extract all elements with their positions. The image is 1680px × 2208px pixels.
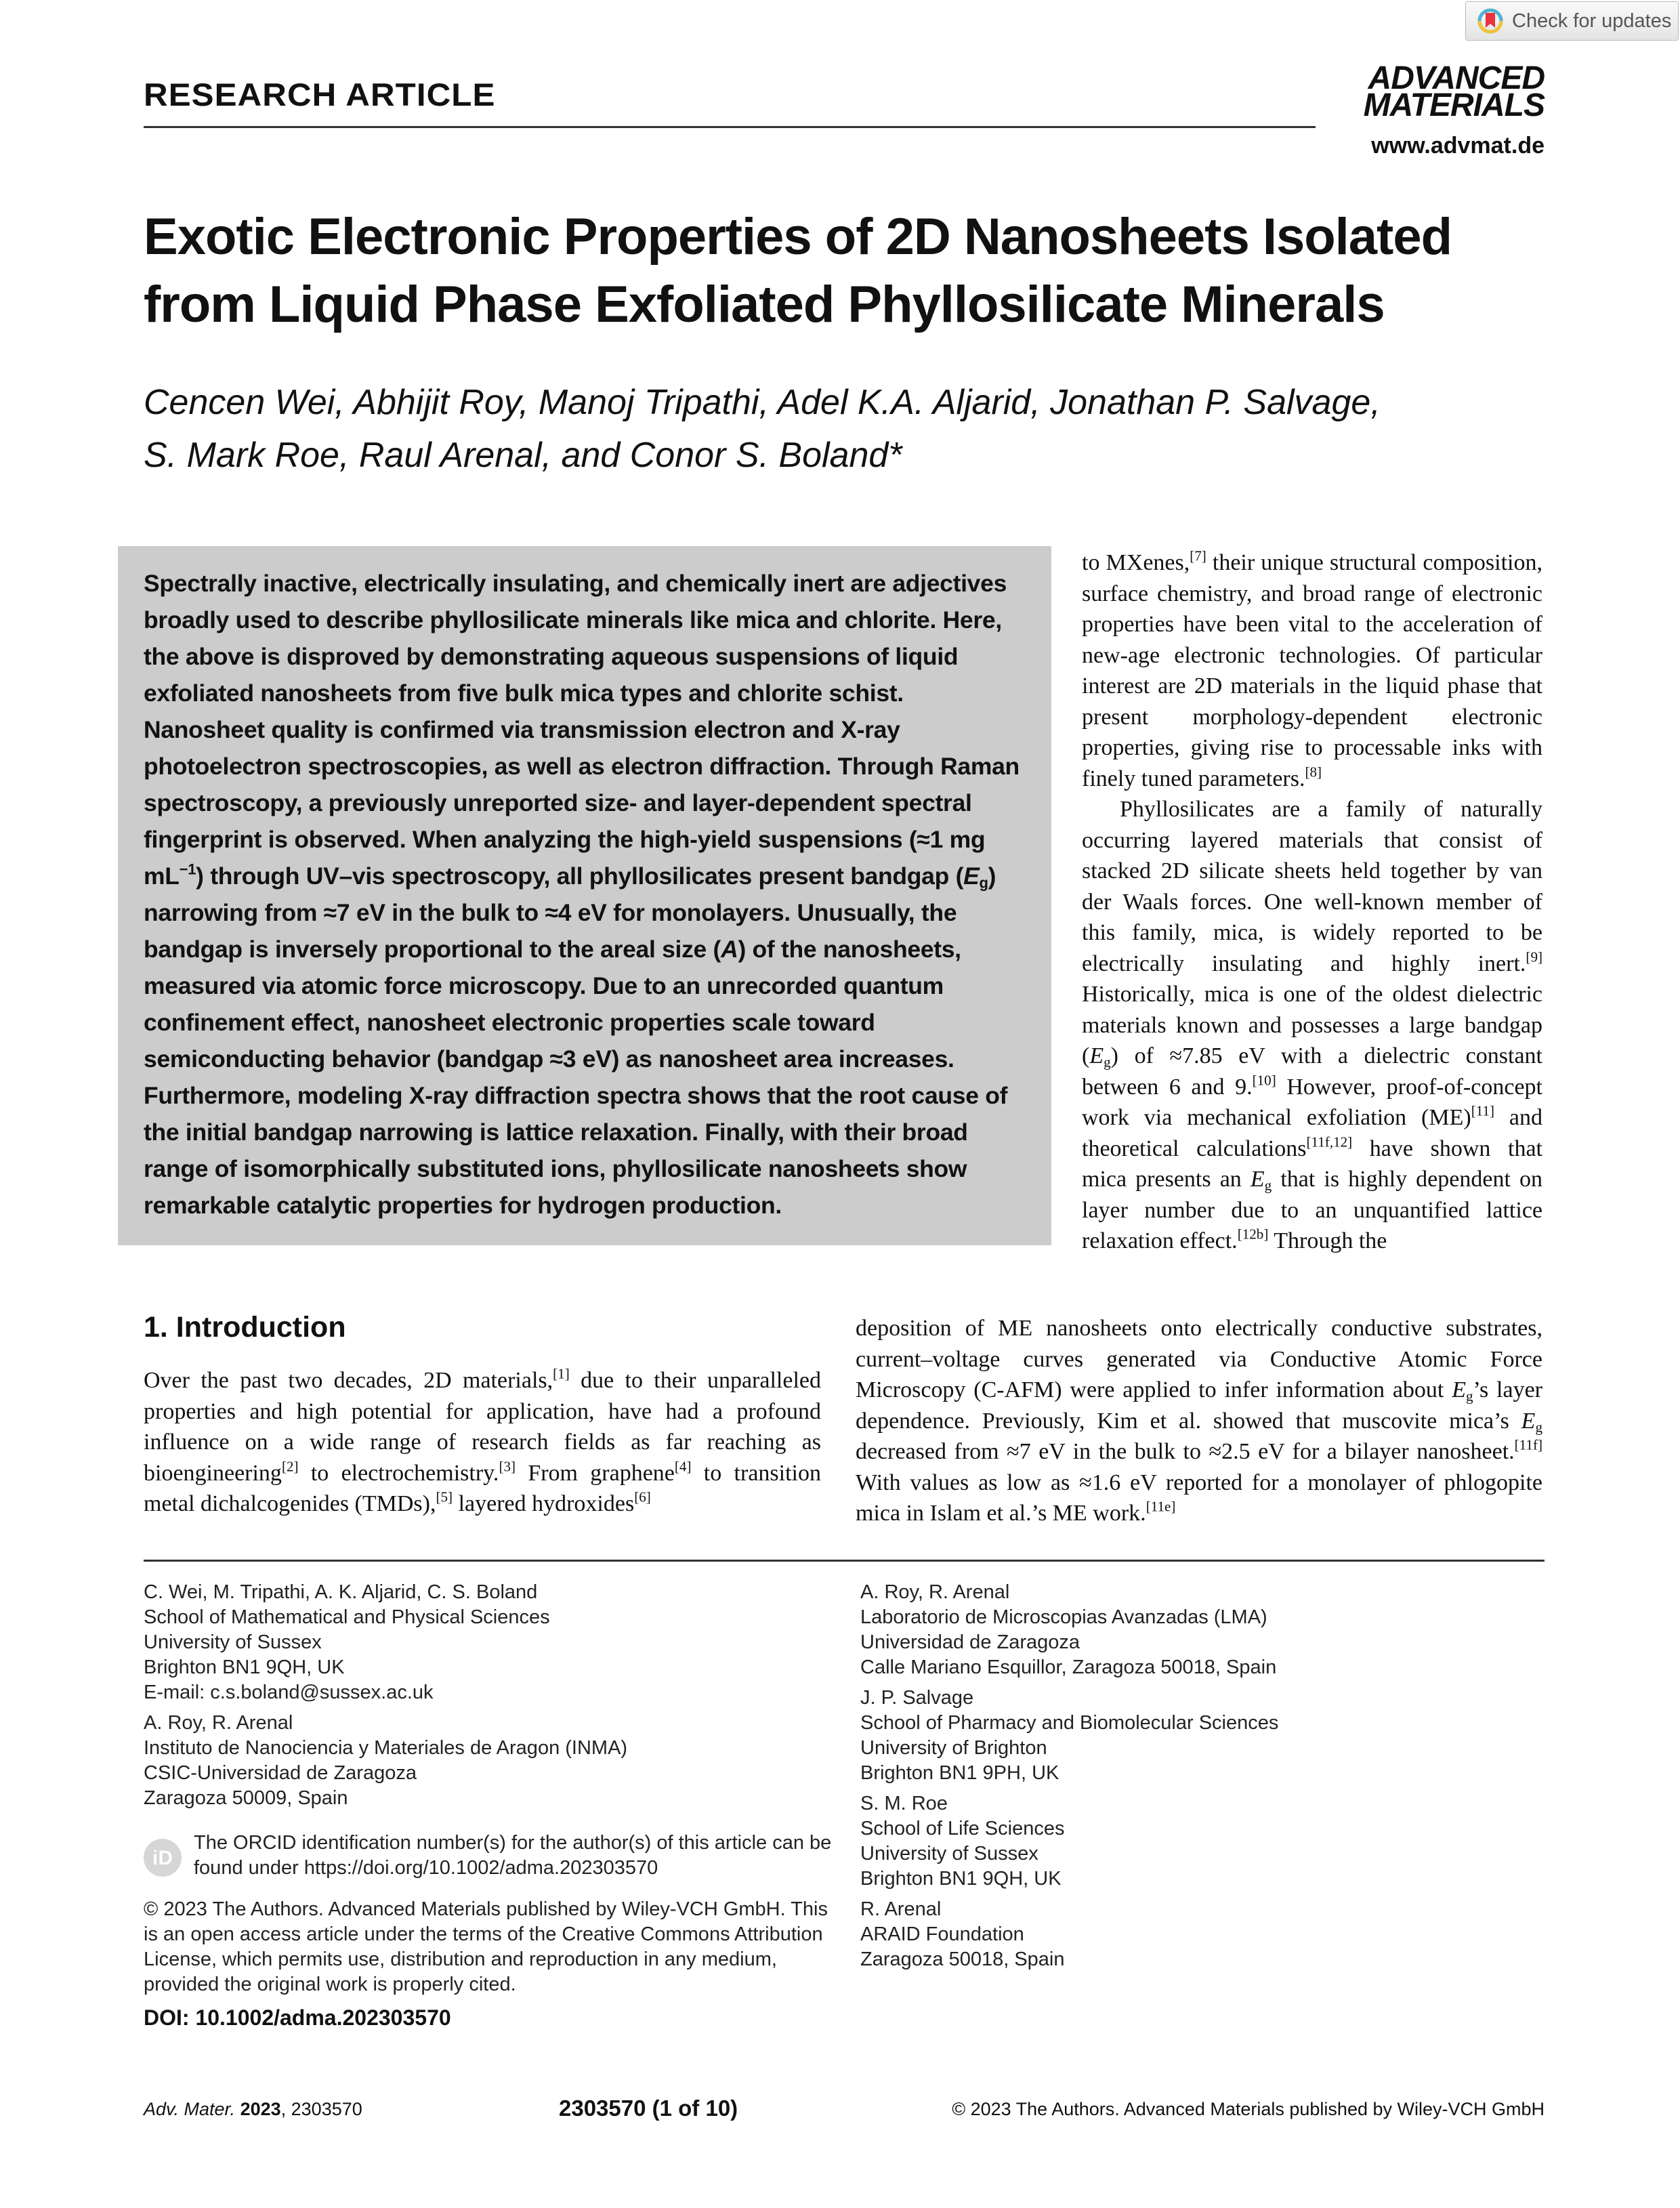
journal-logo-line1: ADVANCED: [1368, 60, 1545, 96]
check-for-updates-button[interactable]: [1465, 1, 1679, 41]
citation-link[interactable]: [7]: [1190, 547, 1206, 564]
abstract-text: Spectrally inactive, electrically insulating, and chemically inert are adjectives broadly used to describe phyllosilicate minerals like mica and chlorite. Here, the above is disproved by demonstrating aqueous suspensions of liquid exfoliated nanosheets from five bulk mica types and chlorite schist. Nanosheet quality is confirmed via transmission electron and X-ray photoelectron spectroscopies, as well as electron diffraction. Through Raman spectroscopy, a previously unreported size- and layer-dependent spectral fingerprint is observed. When analyzing the high-yield suspensions (≈1 mg $mL^{-1}$) through UV–vis spectroscopy, all phyllosilicates present bandgap $(E_g)$ narrowing from ≈7 eV in the bulk to ≈4 eV for monolayers. Unusually, the bandgap is inversely proportional to the areal size (A) of the nanosheets, measured via atomic force microscopy. Due to an unrecorded quantum confinement effect, nanosheet electronic properties scale toward semiconducting behavior (bandgap ≈3 eV) as nanosheet area increases. Furthermore, modeling X-ray diffraction spectra shows that the root cause of the initial bandgap narrowing is lattice relaxation. Finally, with their broad range of isomorphically substituted ions, phyllosilicate nanosheets show remarkable catalytic properties for hydrogen production.: [144, 570, 1020, 1219]
orcid-icon: iD: [144, 1839, 182, 1877]
introduction-text-left: Over the past two decades, 2D materials,[1] due to their unparalleled properties and high potential for application, have had a profound influence on a wide range of research fields as far reaching as bioengineering[2] to electrochemistry.[3] From graphene[4] to transition metal dichalcogenides (TMDs),[5] layered hydroxides[6]: [144, 1365, 821, 1516]
citation-link[interactable]: [11e]: [1146, 1498, 1176, 1515]
citation-link[interactable]: [11f]: [1514, 1436, 1542, 1453]
citation-link[interactable]: [1]: [553, 1365, 570, 1382]
affiliation-block: S. M. Roe School of Life Sciences University of Sussex Brighton BN1 9QH, UK: [860, 1793, 1065, 1890]
article-title: Exotic Electronic Properties of 2D Nanosheets Isolated from Liquid Phase Exfoliated Phyllosilicate Minerals: [144, 208, 1452, 333]
affiliations-left: [144, 1580, 821, 1816]
orcid-text-link[interactable]: The ORCID identification number(s) for the author(s) of this article can be found under https://doi.org/10.1002/adma.202303570: [194, 1832, 832, 1879]
footnote-divider: [144, 1560, 1545, 1562]
citation-link[interactable]: [2]: [281, 1457, 299, 1474]
check-for-updates-label: Check for updates: [1512, 9, 1672, 32]
citation-link[interactable]: [9]: [1526, 948, 1542, 965]
page-number: 2303570 (1 of 10): [559, 2096, 738, 2121]
citation-link[interactable]: [5]: [436, 1488, 453, 1505]
author-list: [144, 376, 1498, 482]
crossmark-icon: [1477, 7, 1504, 35]
citation-link[interactable]: [8]: [1305, 763, 1322, 780]
citation-footer: Adv. Mater. 2023, 2303570: [144, 2099, 362, 2119]
introduction-text-right: deposition of ME nanosheets onto electrically conductive substrates, current–voltage curves generated via Conductive Atomic Force Microscopy (C-AFM) were applied to infer information about $E_g’s$ layer dependence. Previously, Kim et al. showed that muscovite mica’s $E_g$ decreased from ≈7 eV in the bulk to ≈2.5 eV for a bilayer nanosheet.[11f] With values as low as ≈1.6 eV reported for a monolayer of phlogopite mica in Islam et al.’s ME work.[11e]: [856, 1316, 1542, 1526]
paragraph: to MXenes,[7] their unique structural composition, surface chemistry, and broad range of electronic properties have been vital to the acceleration of new-age electronic technologies. Of particular interest are 2D materials in the liquid phase that present morphology-dependent electronic properties, giving rise to processable inks with finely tuned parameters.[8]: [1082, 547, 1542, 791]
copyright-footer: © 2023 The Authors. Advanced Materials published by Wiley-VCH GmbH: [952, 2099, 1545, 2119]
citation-link[interactable]: [11]: [1471, 1102, 1495, 1119]
affiliation-block: J. P. Salvage School of Pharmacy and Biomolecular Sciences University of Brighton Brighton BN1 9PH, UK: [860, 1687, 1279, 1784]
affiliations-right: [860, 1580, 1538, 1978]
citation-link[interactable]: [4]: [674, 1457, 692, 1474]
affiliation-block: C. Wei, M. Tripathi, A. K. Aljarid, C. S. Boland School of Mathematical and Physical Sciences University of Sussex Brighton BN1 9QH, UK E-mail: c.s.boland@sussex.ac.uk: [144, 1580, 821, 1705]
citation-link[interactable]: [6]: [634, 1488, 651, 1505]
doi-link[interactable]: DOI: 10.1002/adma.202303570: [144, 2005, 451, 2030]
affiliation-block: R. Arenal ARAID Foundation Zaragoza 50018, Spain: [860, 1898, 1065, 1970]
journal-logo-line2: MATERIALS: [1363, 87, 1545, 123]
citation-link[interactable]: [12b]: [1237, 1226, 1269, 1243]
corresponding-email-link[interactable]: E-mail: c.s.boland@sussex.ac.uk: [144, 1682, 434, 1703]
section-heading-introduction: 1. Introduction: [144, 1311, 346, 1343]
affiliation-block: A. Roy, R. Arenal Laboratorio de Microscopias Avanzadas (LMA) Universidad de Zaragoza Calle Mariano Esquillor, Zaragoza 50018, Spain: [860, 1581, 1277, 1678]
citation-link[interactable]: [3]: [499, 1457, 516, 1474]
citation-link[interactable]: [10]: [1252, 1071, 1276, 1088]
orcid-note: [144, 1831, 835, 1881]
affiliation-block: A. Roy, R. Arenal Instituto de Nanociencia y Materiales de Aragon (INMA) CSIC-Universidad de Zaragoza Zaragoza 50009, Spain: [144, 1712, 628, 1809]
article-type-label: RESEARCH ARTICLE: [144, 77, 496, 112]
citation-link[interactable]: [11f,12]: [1306, 1133, 1353, 1150]
journal-logo: [1314, 60, 1545, 123]
body-text-right-column: [1082, 547, 1542, 1257]
license-note: © 2023 The Authors. Advanced Materials published by Wiley-VCH GmbH. This is an open access article under the terms of the Creative Commons Attribution License, which permits use, distribution and reproduction in any medium, provided the original work is properly cited.: [144, 1898, 828, 1995]
header-divider: [144, 126, 1316, 128]
paragraph: Phyllosilicates are a family of naturally occurring layered materials that consist of stacked 2D silicate sheets held together by van der Waals forces. One well-known member of this family, mica, is widely reported to be electrically insulating and highly inert.[9] Historically, mica is one of the oldest dielectric materials known and possesses a large bandgap $(E_g)$ of ≈7.85 eV with a dielectric constant between 6 and 9.[10] However, proof-of-concept work via mechanical exfoliation (ME)[11] and theoretical calculations[11f,12] have shown that mica presents an $E_g$ that is highly dependent on layer number due to an unquantified lattice relaxation effect.[12b] Through the: [1082, 797, 1543, 1253]
author-list-line1: Cencen Wei, Abhijit Roy, Manoj Tripathi, Adel K.A. Aljarid, Jonathan P. Salvage,: [144, 383, 1381, 422]
author-list-line2: S. Mark Roe, Raul Arenal, and Conor S. Boland*: [144, 436, 902, 475]
journal-website-link[interactable]: www.advmat.de: [1371, 133, 1545, 159]
